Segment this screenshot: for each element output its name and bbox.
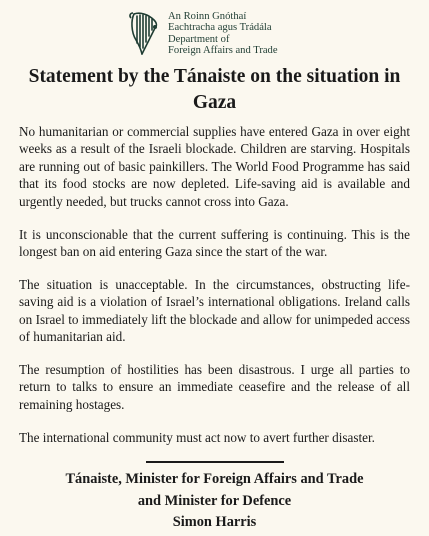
department-name xyxy=(168,11,278,57)
paragraph-3: The situation is unacceptable. In the circumstances, obstructing life-saving aid is a violation of Israel’s international obligations. Ireland calls on Israel to immediately lift the blockade and allow for unimpeded access of humanitarian aid. xyxy=(19,276,410,345)
statement-title: Statement by the Tánaiste on the situation in Gaza xyxy=(28,66,401,113)
department-line-1: An Roinn Gnóthaí xyxy=(168,11,247,22)
letterhead xyxy=(128,10,278,57)
signature-divider xyxy=(146,461,284,463)
paragraph-2: It is unconscionable that the current suffering is continuing. This is the longest ban on aid entering Gaza since the start of the war. xyxy=(19,226,410,259)
signature-title-line-1: Tánaiste, Minister for Foreign Affairs and Trade xyxy=(65,471,364,487)
paragraph-4: The resumption of hostilities has been disastrous. I urge all parties to return to talks to ensure an immediate ceasefire and the release of all remaining hostages. xyxy=(19,361,410,412)
paragraph-1: No humanitarian or commercial supplies have entered Gaza in over eight weeks as a result of the Israeli blockade. Children are starving. Hospitals are running out of basic painkillers. The World Food Programme has said that its food stocks are now depleted. Life-saving aid is available and urgently needed, but trucks cannot cross into Gaza. xyxy=(19,124,410,209)
paragraph-5: The international community must act now to avert further disaster. xyxy=(19,429,375,445)
signature-name: Simon Harris xyxy=(172,514,257,530)
department-line-2: Eachtracha agus Trádála xyxy=(168,22,272,34)
department-line-4: Foreign Affairs and Trade xyxy=(168,45,278,57)
department-line-3: Department of xyxy=(168,33,230,45)
signature-block xyxy=(0,469,429,534)
signature-title-line-2: and Minister for Defence xyxy=(137,492,292,509)
statement-body xyxy=(19,123,410,462)
harp-icon xyxy=(128,10,160,56)
